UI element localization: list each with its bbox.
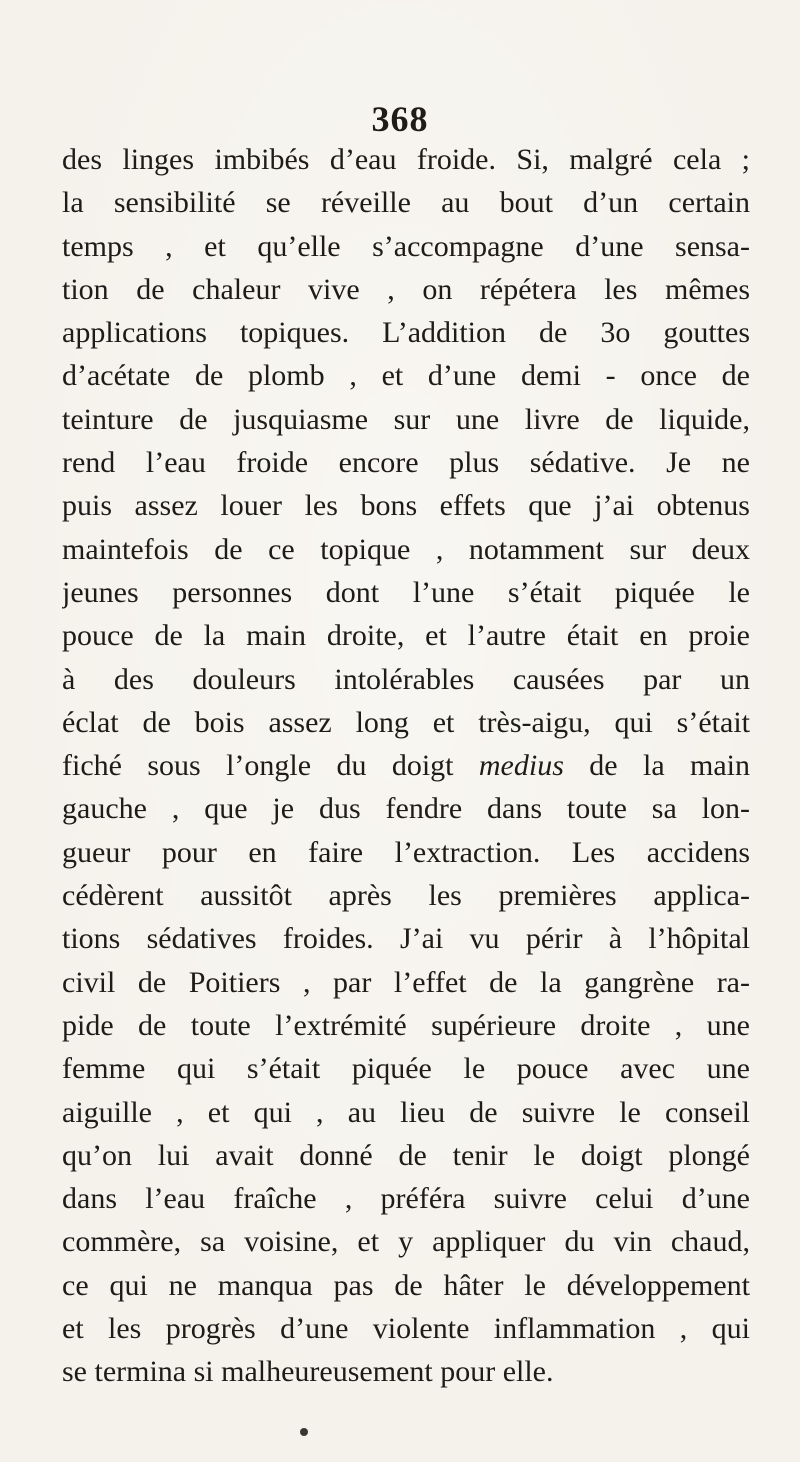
text-line: applications topiques. L’addition de 3o gouttes — [62, 316, 750, 350]
text-line: pide de toute l’extrémité supérieure droite , une — [62, 1008, 750, 1042]
text-line: dans l’eau fraîche , préféra suivre celui d’une — [62, 1182, 750, 1216]
text-line: teinture de jusquiasme sur une livre de liquide, — [62, 402, 750, 436]
text-line: éclat de bois assez long et très-aigu, qui s’était — [62, 705, 750, 739]
text-line: tion de chaleur vive , on répétera les mêmes — [62, 272, 750, 306]
text-line: femme qui s’était piquée le pouce avec une — [62, 1052, 750, 1086]
text-line: tions sédatives froides. J’ai vu périr à l’hôpital — [62, 922, 750, 956]
text-line: ce qui ne manqua pas de hâter le développement — [62, 1268, 750, 1302]
text-line: jeunes personnes dont l’une s’était piquée le — [62, 575, 750, 609]
text-line-with-italic — [62, 744, 750, 787]
text-line: et les progrès d’une violente inflammation , qui — [62, 1312, 750, 1346]
text-line: à des douleurs intolérables causées par un — [62, 662, 750, 696]
text-line: pouce de la main droite, et l’autre était en proie — [62, 619, 750, 653]
text-line: cédèrent aussitôt après les premières applica- — [62, 879, 750, 913]
text-line: aiguille , et qui , au lieu de suivre le conseil — [62, 1095, 750, 1129]
text-line: rend l’eau froide encore plus sédative. Je ne — [62, 446, 750, 480]
text-line: la sensibilité se réveille au bout d’un certain — [62, 186, 750, 220]
text-line: puis assez louer les bons effets que j’ai obtenus — [62, 489, 750, 523]
text-line: gauche , que je dus fendre dans toute sa lon- — [62, 792, 750, 826]
text-line: des linges imbibés d’eau froide. Si, malgré cela ; — [62, 143, 750, 176]
line-start: fiché sous l’ongle du doigt — [62, 749, 454, 783]
body-text — [62, 138, 750, 1394]
line-end: de la main — [589, 749, 750, 783]
italic-word: medius — [478, 749, 564, 783]
printer-dot — [300, 1428, 308, 1436]
text-line: civil de Poitiers , par l’effet de la gangrène ra- — [62, 965, 750, 999]
text-line: commère, sa voisine, et y appliquer du vin chaud, — [62, 1225, 750, 1259]
text-line: qu’on lui avait donné de tenir le doigt plongé — [62, 1138, 750, 1172]
text-line-last: se termina si malheureusement pour elle. — [62, 1355, 554, 1389]
text-line: maintefois de ce topique , notamment sur deux — [62, 532, 750, 566]
text-line: temps , et qu’elle s’accompagne d’une sensa- — [62, 229, 750, 263]
text-line: gueur pour en faire l’extraction. Les accidens — [62, 835, 750, 869]
page-number: 368 — [371, 99, 429, 139]
text-line: d’acétate de plomb , et d’une demi - once de — [62, 359, 750, 393]
